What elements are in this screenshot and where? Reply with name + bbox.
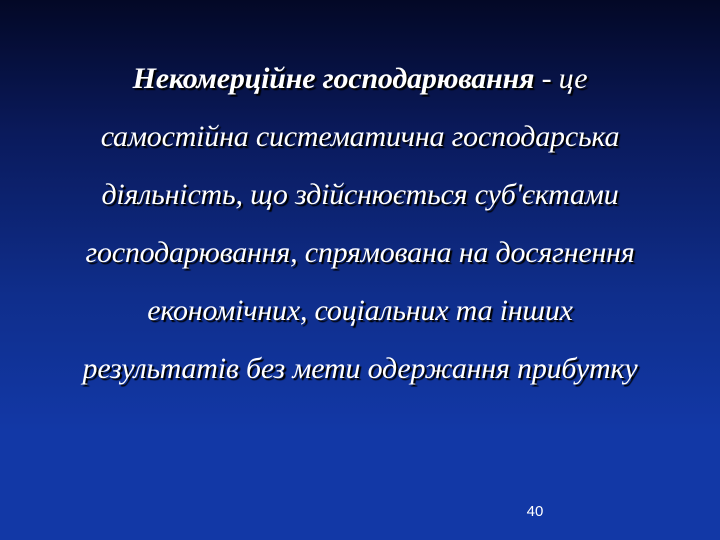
slide-number: 40 [526, 503, 544, 520]
definition-text [20, 50, 700, 398]
definition-line-5: економічних, соціальних та інших [147, 294, 573, 327]
definition-line-2: самостійна систематична господарська [100, 120, 620, 153]
definition-line-6: результатів без мети одержання прибутку [82, 352, 638, 385]
definition-line-3: діяльність, що здійснюється суб'єктами [101, 178, 619, 211]
definition-connector: - це [534, 62, 588, 95]
definition-line-1 [20, 50, 700, 108]
defined-term: Некомерційне господарювання [132, 62, 535, 95]
definition-line-4: господарювання, спрямована на досягнення [85, 236, 635, 269]
